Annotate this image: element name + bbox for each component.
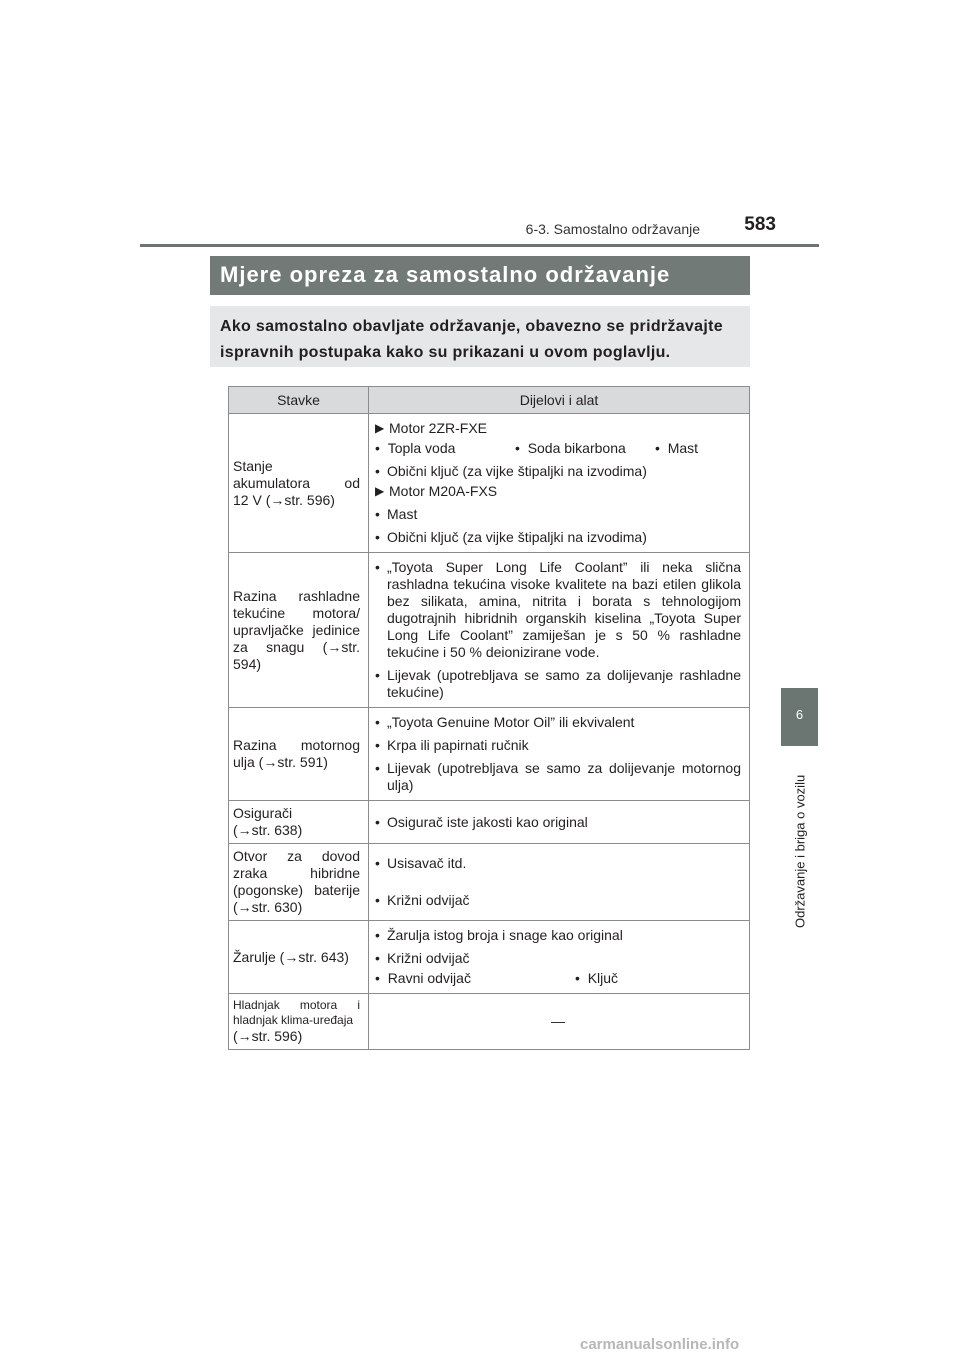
parts-cell [369,553,750,708]
list-item: • Žarulja istog broja i snage kao original [375,927,741,944]
list-item-text: Obični ključ (za vijke štipaljki na izvodima) [387,463,647,479]
header-rule [140,244,819,247]
column-header-parts: Dijelovi i alat [369,387,750,414]
list-item [375,440,741,457]
parts-cell: — [369,994,750,1050]
list-item-text: Soda bikarbona [527,440,626,456]
list-item-text: Mast [667,440,699,456]
table-row [229,414,750,553]
list-item-text: Usisavač itd. [387,855,467,871]
list-item-text: Topla voda [387,440,456,456]
item-cell: Razina rashladne tekućine motora/ upravljačke jedinice za snagu (→str. 594) [229,553,369,708]
item-text: Stanje [233,457,273,474]
engine-label: Motor M20A-FXS [389,483,498,499]
list-item-text: Krpa ili papirnati ručnik [387,737,529,753]
item-cell: Razina motornog ulja (→str. 591) [229,708,369,801]
triangle-icon: ▶ [375,484,385,498]
table-row [229,553,750,708]
list-item-text: Križni odvijač [387,892,470,908]
list-item-text: Lijevak (upotrebljava se samo za dolijevanje rashladne tekućine) [387,667,741,700]
parts-cell [369,414,750,553]
item-text: Hladnjak motora i hladnjak klima-uređaja [233,998,360,1027]
table-row [229,994,750,1050]
engine-heading [375,483,741,500]
item-cell [229,801,369,844]
list-item: • Mast [375,506,741,523]
parts-table [228,386,750,1050]
table-row [229,708,750,801]
list-item-text: Osigurač iste jakosti kao original [387,813,588,830]
list-item: • Ravni odvijač [375,970,471,986]
parts-cell [369,921,750,994]
triangle-icon: ▶ [375,421,385,435]
list-item: • Topla voda [375,440,456,456]
page-number: 583 [744,214,776,235]
list-item: • Lijevak (upotrebljava se samo za dolijevanje rashladne tekućine) [375,667,741,700]
list-item-text: Križni odvijač [387,950,470,966]
table-row [229,844,750,921]
watermark: carmanualsonline.info [580,1336,740,1353]
item-text: (→str. 638) [233,822,303,838]
list-item: • Obični ključ (za vijke štipaljki na izvodima) [375,463,741,480]
list-item-text: Mast [387,506,418,522]
table-row [229,921,750,994]
list-item: • Ključ [575,970,619,986]
column-header-items: Stavke [229,387,369,414]
intro-text: Ako samostalno obavljate održavanje, obavezno se pridržavajte ispravnih postupaka kako su prikazani u ovom poglavlju. [210,306,750,367]
chapter-label [781,748,818,928]
item-text: akumulatora od [233,474,360,491]
list-item: • Usisavač itd. [375,855,741,872]
list-item: • Krpa ili papirnati ručnik [375,737,741,754]
table-header-row [229,387,750,414]
list-item: • Križni odvijač [375,892,741,909]
engine-label: Motor 2ZR-FXE [389,420,488,436]
item-text: Osigurači [233,805,293,821]
item-text [233,475,360,492]
list-item: • Lijevak (upotrebljava se samo za dolijevanje motornog ulja) [375,760,741,793]
parts-cell [369,708,750,801]
list-item: • Soda bikarbona [515,440,626,456]
list-item-text: Lijevak (upotrebljava se samo za dolijevanje motornog ulja) [387,760,741,793]
item-cell: Žarulje (→str. 643) [229,921,369,994]
list-item: • Obični ključ (za vijke štipaljki na izvodima) [375,529,741,546]
page-title: Mjere opreza za samostalno održavanje [210,256,750,295]
section-title: 6-3. Samostalno održavanje [525,221,700,237]
list-item: • Osigurač iste jakosti kao original [375,814,741,831]
item-text: 12 V (→str. 596) [233,491,335,508]
list-item: • „Toyota Super Long Life Coolant” ili neka slična rashladna tekućina visoke kvalitete na bazi etilen glikola bez silikata, amina, nitrita i borata s tehnologijom dugotrajnih hibridnih organskih kiselina „Toyota Super Long Life Coolant” zamiješan je s 50 % rashladne tekućine i 50 % deionizirane vode. [375,559,741,660]
list-item [375,970,741,987]
list-item-text: „Toyota Super Long Life Coolant” ili neka slična rashladna tekućina visoke kvalitete na bazi etilen glikola bez silikata, amina, nitrita i borata s tehnologijom dugotrajnih hibridnih organskih kiselina „Toyota Super Long Life Coolant” zamiješan je s 50 % rashladne tekućine i 50 % deionizirane vode. [387,559,741,660]
table-row [229,801,750,844]
chapter-tab: 6 [781,688,818,746]
item-cell [229,414,369,553]
item-text: (→str. 596) [233,1028,303,1044]
parts-cell [369,801,750,844]
list-item-text: Žarulja istog broja i snage kao original [387,927,623,943]
engine-heading [375,420,741,437]
list-item-text: „Toyota Genuine Motor Oil” ili ekvivalent [387,714,635,730]
list-item-text: Ključ [587,970,619,986]
chapter-label-text: Održavanje i briga o vozilu [792,774,807,928]
list-item: • Mast [655,440,699,456]
list-item: • Križni odvijač [375,950,741,967]
item-cell [229,994,369,1050]
list-item-text: Obični ključ (za vijke štipaljki na izvodima) [387,529,647,545]
list-item: • „Toyota Genuine Motor Oil” ili ekvivalent [375,714,741,731]
item-cell: Otvor za dovod zraka hibridne (pogonske) baterije (→str. 630) [229,844,369,921]
parts-cell [369,844,750,921]
list-item-text: Ravni odvijač [387,970,471,986]
